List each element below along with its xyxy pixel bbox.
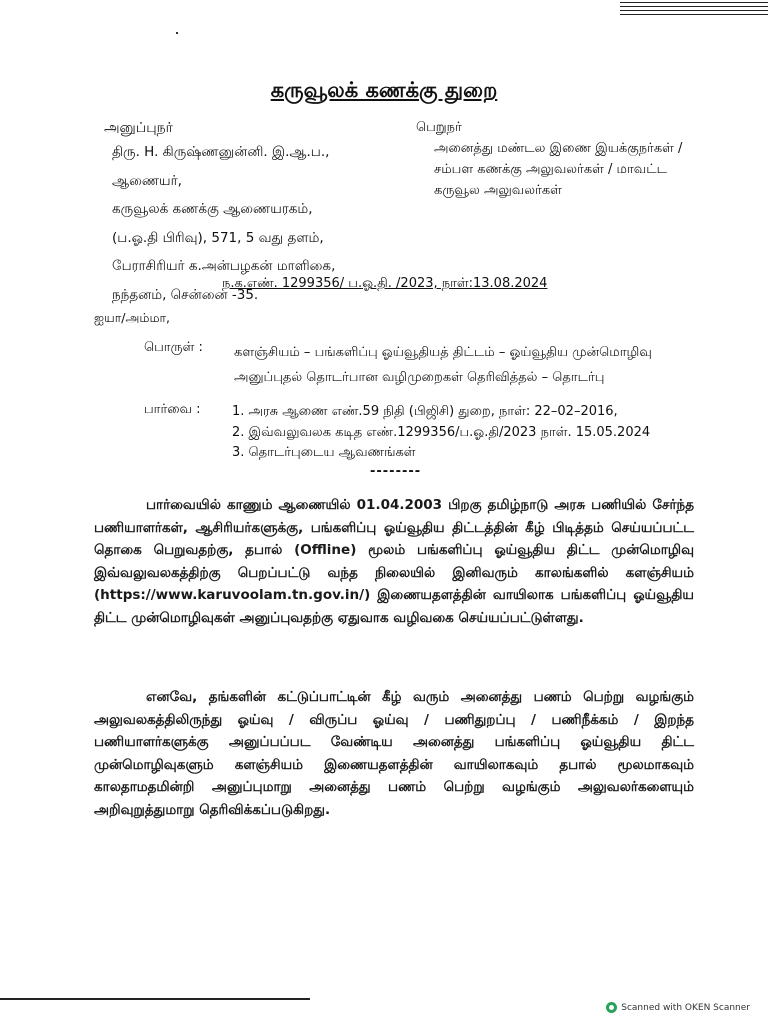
- paragraph-text: பார்வையில் காணும் ஆணையில் 01.04.2003 பிறகு தமிழ்நாடு அரசு பணியில் சேர்ந்த பணியாளர்கள், ஆசிரியர்களுக்கு, பங்களிப்பு ஓய்வூதிய திட்டத்தின் கீழ் பிடித்தம் செய்யப்பட்ட தொகை பெறுவதற்கு, தபால் (Offline) மூலம் பங்களிப்பு ஓய்வூதிய திட்ட முன்மொழிவு இவ்வலுவலகத்திற்கு பெறப்பட்டு வந்த நிலையில் இனிவரும் காலங்களில் களஞ்சியம் (https://www.karuvoolam.tn.gov.in/) இணையதளத்தின் வாயிலாக பங்களிப்பு ஓய்வூதிய திட்ட முன்மொழிவுகள் அனுப்புவதற்கு ஏதுவாக வழிவகை செய்யப்பட்டுள்ளது.: [94, 497, 694, 626]
- subject-line: அனுப்புதல் தொடர்பான வழிமுறைகள் தெரிவித்தல் – தொடர்பு: [234, 370, 605, 385]
- sender-line: நந்தனம், சென்னை -35.: [112, 286, 259, 303]
- sender-line: (ப.ஓ.தி பிரிவு), 571, 5 வது தளம்,: [112, 229, 324, 246]
- sender-line: ஆணையர்,: [112, 172, 182, 189]
- reference-number: ந.க.எண். 1299356/ ப.ஓ.தி. /2023, நாள்:13.08.2024: [222, 276, 548, 291]
- scan-edge-lines: [0, 0, 768, 22]
- body-paragraph: [94, 686, 694, 821]
- sender-label: அனுப்புநர்: [104, 120, 173, 136]
- reference-item: 3. தொடர்புடைய ஆவணங்கள்: [232, 445, 416, 460]
- references-label: பார்வை :: [144, 402, 201, 417]
- reference-item: 1. அரசு ஆணை எண்.59 நிதி (பிஜிசி) துறை, நாள்: 22–02–2016,: [232, 404, 618, 419]
- sender-line: திரு. H. கிருஷ்ணனுன்னி. இ.ஆ.ப.,: [112, 144, 330, 160]
- reference-item: 2. இவ்வலுவலக கடித எண்.1299356/ப.ஓ.தி/2023 நாள். 15.05.2024: [232, 424, 651, 440]
- subject-text: [234, 340, 704, 390]
- recipient-label: பெறுநர்: [416, 120, 462, 135]
- document-title: கருவூலக் கணக்கு துறை: [270, 78, 498, 102]
- recipient-line: கருவூல அலுவலர்கள்: [434, 183, 562, 198]
- sender-line: பேராசிரியர் க.அன்பழகன் மாளிகை,: [112, 258, 336, 274]
- references-list: [232, 402, 650, 464]
- paragraph-text: எனவே, தங்களின் கட்டுப்பாட்டின் கீழ் வரும் அனைத்து பணம் பெற்று வழங்கும் அலுவலகத்திலிருந்து ஓய்வு / விருப்ப ஓய்வு / பணிதுறப்பு / பணிநீக்கம் / இறந்த பணியாளர்களுக்கு அனுப்பப்பட வேண்டிய அனைத்து பங்களிப்பு ஓய்வூதிய திட்ட முன்மொழிவுகளும் களஞ்சியம் இணையதளத்தின் வாயிலாகவும் தபால் மூலமாகவும் காலதாமதமின்றி அனுப்புமாறு அனைத்து பணம் பெற்று வழங்கும் அலுவலர்களையும் அறிவுறுத்துமாறு தெரிவிக்கப்படுகிறது.: [94, 689, 694, 818]
- section-separator: --------: [370, 464, 422, 479]
- subject-line: களஞ்சியம் – பங்களிப்பு ஓய்வூதியத் திட்டம் – ஓய்வூதிய முன்மொழிவு: [234, 345, 652, 360]
- sender-line: கருவூலக் கணக்கு ஆணையரகம்,: [112, 201, 313, 217]
- recipient-line: அனைத்து மண்டல இணை இயக்குநர்கள் /: [434, 141, 683, 156]
- salutation: ஐயா/அம்மா,: [94, 310, 171, 325]
- recipient-line: சம்பள கணக்கு அலுவலர்கள் / மாவட்ட: [434, 162, 667, 177]
- scanner-watermark-text: Scanned with OKEN Scanner: [621, 1002, 750, 1013]
- body-paragraph: [94, 494, 694, 629]
- oken-scanner-logo-icon: [606, 1002, 617, 1013]
- subject-label: பொருள் :: [144, 340, 203, 355]
- scan-speck: [176, 32, 178, 34]
- scanner-watermark: [606, 1002, 750, 1013]
- recipient-address: [434, 138, 682, 201]
- scan-bottom-line: [0, 998, 310, 1000]
